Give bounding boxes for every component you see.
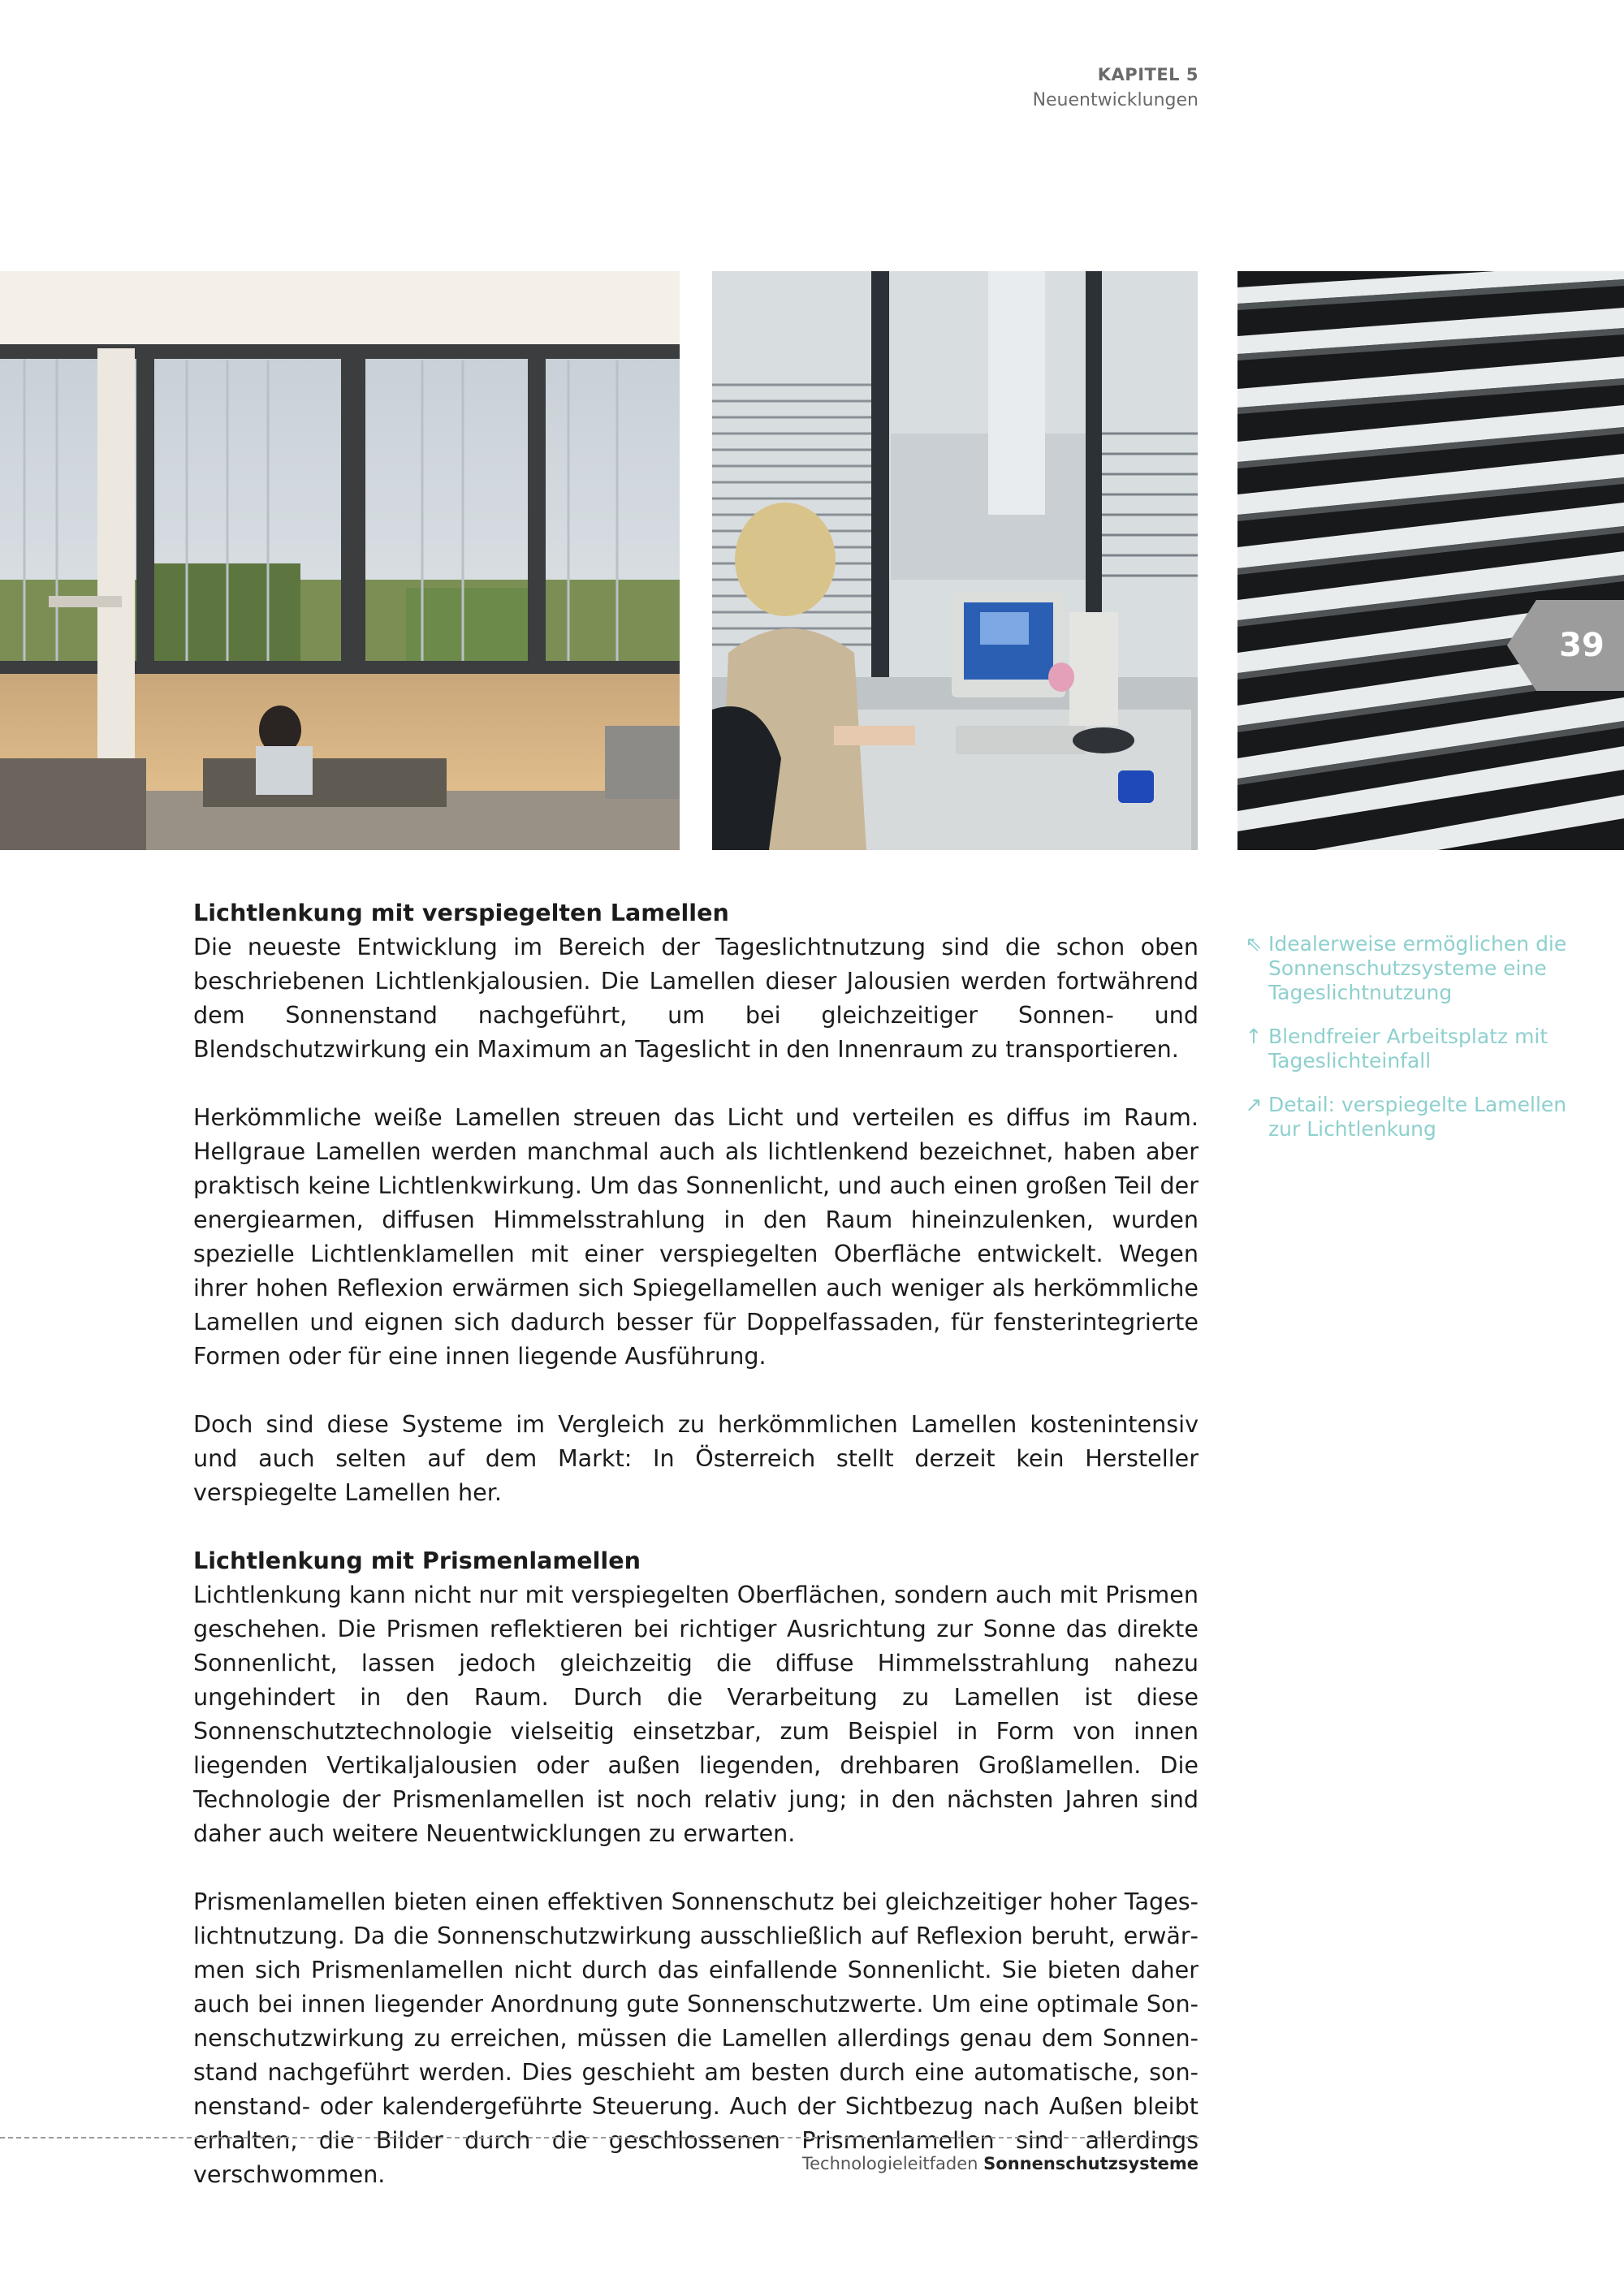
article-body bbox=[193, 896, 1199, 2225]
photo-mirrored-slats bbox=[1237, 271, 1624, 850]
paragraph: Lichtlenkung kann nicht nur mit verspiegelten Oberflächen, sondern auch mit Prismen geschehen. Die Prismen reflektieren bei richtiger Ausrichtung zur Sonne das direkte Sonnenlicht, lassen jedoch gleichzeitig die diffuse Himmelsstrahlung nahezu ungehindert in den Raum. Durch die Verarbeitung zu Lamellen ist diese Sonnenschutztechnologie vielseitig einsetzbar, zum Beispiel in Form von innen liegenden Vertikaljalousien oder außen liegenden, drehbaren Großlamellen. Die Technologie der Prismenlamellen ist noch relativ jung; in den nächsten Jahren sind daher auch weitere Neuentwicklungen zu erwarten. bbox=[193, 1581, 1199, 1847]
chapter-header bbox=[1033, 62, 1199, 114]
paragraph: Doch sind diese Systeme im Vergleich zu herkömmlichen Lamellen kostenintensiv und auch selten auf dem Markt: In Österreich stellt derzeit kein Hersteller verspiegelte Lamellen her. bbox=[193, 1410, 1199, 1506]
page-number: 39 bbox=[1559, 627, 1605, 664]
footer-divider bbox=[0, 2137, 1199, 2138]
caption-text: Blendfreier Arbeitsplatz mit Tageslichteinfall bbox=[1268, 1025, 1548, 1072]
photo-office-interior bbox=[0, 271, 680, 850]
photo-workstation bbox=[712, 271, 1198, 850]
caption-text: Idealerweise ermöglichen die Sonnenschutzsysteme eine Tageslichtnutzung bbox=[1268, 932, 1567, 1004]
paragraph: Die neueste Entwicklung im Bereich der Tageslichtnutzung sind die schon oben beschriebenen Lichtlenkjalousien. Die Lamellen dieser Jalousien werden fortwährend dem Sonnenstand nachgeführt, um bei gleichzeitiger Sonnen- und Blendschutzwirkung ein Maximum an Tageslicht in den Innenraum zu transportieren. bbox=[193, 933, 1199, 1063]
section-heading-mirrored: Lichtlenkung mit verspiegelten Lamellen bbox=[193, 899, 729, 926]
paragraph: Herkömmliche weiße Lamellen streuen das Licht und verteilen es diffus im Raum. Hellgraue Lamellen werden manchmal auch als lichtlenkend bezeichnet, haben aber praktisch keine Lichtlenkwirkung. Um das Sonnenlicht, und auch einen großen Teil der energiearmen, diffusen Himmelsstrahlung in den Raum hineinzulenken, wurden spezielle Lichtlenklamellen mit einer verspiegelten Oberfläche entwickelt. Wegen ihrer hohen Reflexion erwärmen sich Spiegellamellen auch weniger als herkömmliche Lamellen und eignen sich dadurch besser für Doppelfassaden, für fensterintegrierte Formen oder für eine innen liegende Ausführung. bbox=[193, 1103, 1199, 1370]
caption-item bbox=[1244, 1093, 1585, 1142]
caption-text: Detail: verspiegelte Lamellen zur Lichtlenkung bbox=[1268, 1093, 1567, 1141]
section-heading-prism: Lichtlenkung mit Prismenlamellen bbox=[193, 1547, 641, 1574]
paragraph: Prismenlamellen bieten einen effektiven Sonnenschutz bei gleichzeitiger hoher Tageslichtnutzung. Da die Sonnenschutzwirkung ausschließlich auf Reflexion beruht, erwärmen sich Prismenlamellen nicht durch das einfallende Sonnenlicht. Sie bieten daher auch bei innen liegender Anordnung gute Sonnenschutzwerte. Um eine optimale Sonnenschutzwirkung zu erreichen, müssen die Lamellen allerdings genau dem Sonnenstand nachgeführt werden. Dies geschieht am besten durch eine automatische, sonnenstand- oder kalendergeführte Steuerung. Auch der Sichtbezug nach Außen bleibt erhalten, die Bilder durch die geschlossenen Prismenlamellen sind allerdings verschwommen. bbox=[193, 1888, 1199, 2188]
arrow-up-right-icon: ↗ bbox=[1245, 1093, 1263, 1116]
chapter-title: Neuentwicklungen bbox=[1032, 90, 1199, 110]
arrow-up-icon: ↑ bbox=[1245, 1025, 1263, 1048]
footer bbox=[802, 2151, 1199, 2176]
footer-title: Sonnenschutzsysteme bbox=[983, 2154, 1199, 2173]
arrow-up-left-icon: ⇖ bbox=[1245, 932, 1263, 956]
image-captions bbox=[1244, 932, 1585, 1161]
caption-item bbox=[1244, 1025, 1585, 1073]
footer-prefix: Technologieleitfaden bbox=[801, 2154, 984, 2173]
page-number-tab bbox=[1507, 600, 1624, 691]
caption-item bbox=[1244, 932, 1585, 1005]
chapter-label: KAPITEL 5 bbox=[1097, 65, 1199, 84]
